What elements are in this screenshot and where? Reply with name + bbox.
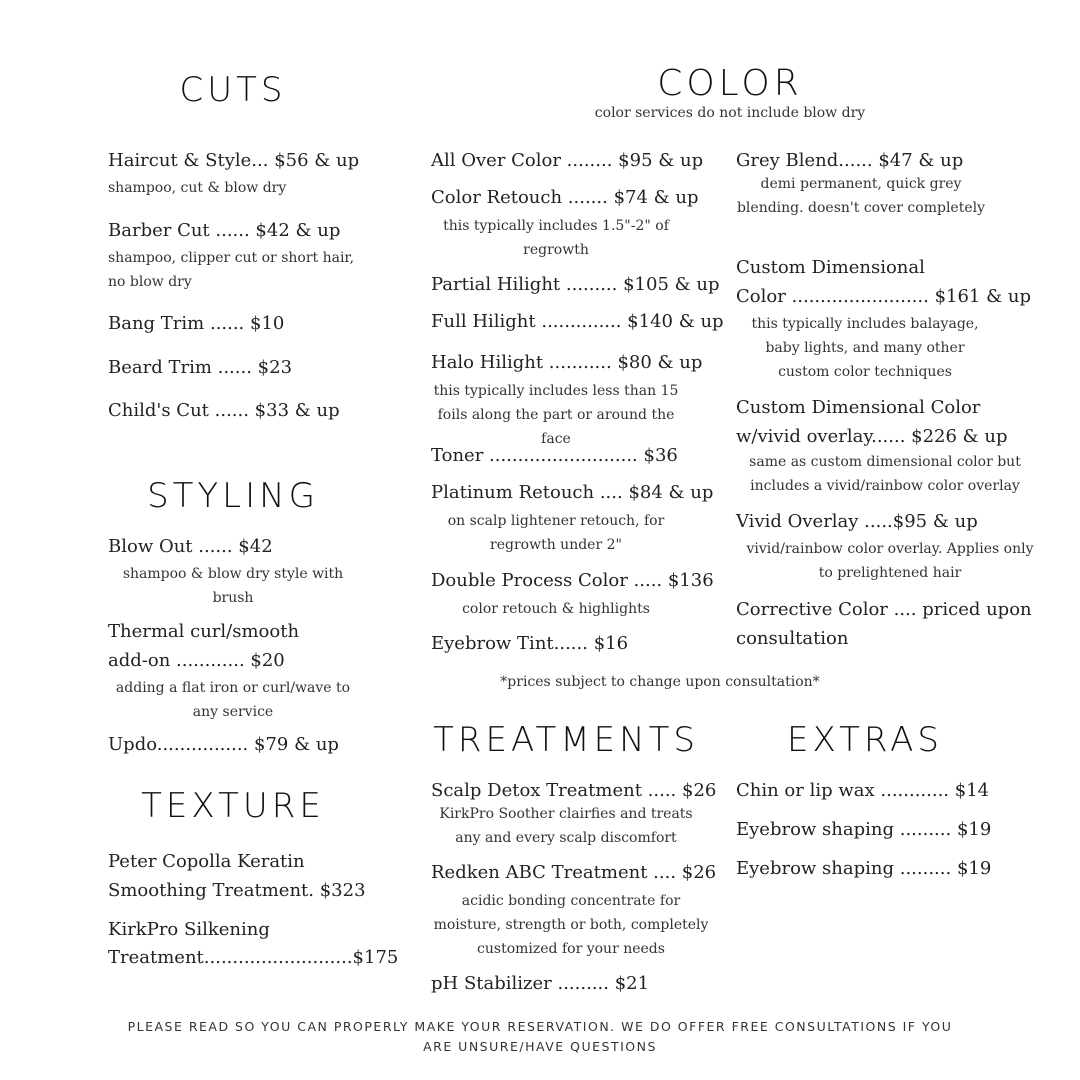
keratin-item-line2: Smoothing Treatment. $323 — [108, 880, 366, 901]
vivid-overlay-desc: vivid/rainbow color overlay. Applies only to prelightened hair — [746, 541, 1034, 581]
redken-abc-desc: acidic bonding concentrate for moisture, strength or both, completely customized for your needs — [433, 893, 709, 957]
bang-trim-item: Bang Trim ...... $10 — [108, 313, 285, 334]
treatments-heading: TREATMENTS — [433, 720, 699, 760]
scalp-detox-desc: KirkPro Soother clairfies and treats any and every scalp discomfort — [439, 806, 693, 846]
grey-blend-item: Grey Blend...... $47 & up — [736, 150, 964, 171]
ph-stabilizer-item: pH Stabilizer ......... $21 — [431, 973, 650, 994]
wax-item: Chin or lip wax ............ $14 — [736, 780, 990, 801]
grey-blend-desc: demi permanent, quick grey blending. doesn't cover completely — [736, 176, 986, 216]
extras-heading: EXTRAS — [786, 720, 944, 760]
platinum-retouch-item: Platinum Retouch .... $84 & up — [431, 482, 714, 503]
texture-heading: TEXTURE — [141, 786, 325, 826]
redken-abc-item: Redken ABC Treatment .... $26 — [431, 862, 717, 883]
full-hilight-item: Full Hilight .............. $140 & up — [431, 311, 724, 332]
haircut-item: Haircut & Style... $56 & up — [108, 150, 360, 171]
double-process-item: Double Process Color ..... $136 — [431, 570, 714, 591]
childs-cut-item: Child's Cut ...... $33 & up — [108, 400, 340, 421]
halo-hilight-desc: this typically includes less than 15 foils along the part or around the face — [433, 383, 679, 447]
scalp-detox-item: Scalp Detox Treatment ..... $26 — [431, 780, 717, 801]
vivid-custom-desc: same as custom dimensional color but includes a vivid/rainbow color overlay — [749, 454, 1021, 494]
silkening-item-line1: KirkPro Silkening — [108, 919, 270, 940]
color-retouch-item: Color Retouch ....... $74 & up — [431, 187, 699, 208]
color-subtitle: color services do not include blow dry — [594, 105, 866, 121]
cuts-heading: CUTS — [179, 70, 287, 110]
halo-hilight-item: Halo Hilight ........... $80 & up — [431, 352, 703, 373]
silkening-item-line2: Treatment..........................$175 — [108, 947, 399, 968]
color-retouch-desc: this typically includes 1.5"-2" of regrowth — [443, 218, 669, 258]
corrective-color-item-line1: Corrective Color .... priced upon — [736, 599, 1032, 620]
double-process-desc: color retouch & highlights — [462, 601, 650, 617]
vivid-custom-item-line1: Custom Dimensional Color — [736, 397, 981, 418]
eyebrow-tint-item: Eyebrow Tint...... $16 — [431, 633, 629, 654]
styling-heading: STYLING — [147, 476, 319, 516]
eyebrow-shaping-item-2: Eyebrow shaping ......... $19 — [736, 858, 992, 879]
color-heading: COLOR — [657, 63, 803, 104]
corrective-color-item-line2: consultation — [736, 628, 849, 649]
toner-item: Toner .......................... $36 — [431, 445, 678, 466]
thermal-item-line2: add-on ............ $20 — [108, 650, 285, 671]
beard-trim-item: Beard Trim ...... $23 — [108, 357, 293, 378]
vivid-custom-item-line2: w/vivid overlay...... $226 & up — [736, 426, 1008, 447]
updo-item: Updo................ $79 & up — [108, 734, 339, 755]
platinum-retouch-desc: on scalp lightener retouch, for regrowth under 2" — [447, 513, 665, 553]
partial-hilight-item: Partial Hilight ......... $105 & up — [431, 274, 720, 295]
blow-out-item: Blow Out ...... $42 — [108, 536, 273, 557]
all-over-color-item: All Over Color ........ $95 & up — [431, 150, 704, 171]
footer-notice: PLEASE READ SO YOU CAN PROPERLY MAKE YOUR RESERVATION. WE DO OFFER FREE CONSULTATIONS IF YOU ARE UNSURE/HAVE QUESTIONS — [127, 1019, 953, 1054]
haircut-desc: shampoo, cut & blow dry — [108, 180, 287, 196]
prices-note: *prices subject to change upon consultation* — [500, 674, 820, 690]
vivid-overlay-item: Vivid Overlay .....$95 & up — [736, 511, 978, 532]
thermal-desc: adding a flat iron or curl/wave to any service — [115, 680, 351, 720]
barber-cut-item: Barber Cut ...... $42 & up — [108, 220, 341, 241]
barber-cut-desc: shampoo, clipper cut or short hair, no blow dry — [108, 250, 355, 290]
custom-dimensional-desc: this typically includes balayage, baby lights, and many other custom color techniques — [751, 316, 979, 380]
custom-dimensional-item-line1: Custom Dimensional — [736, 257, 925, 278]
eyebrow-shaping-item: Eyebrow shaping ......... $19 — [736, 819, 992, 840]
blow-out-desc: shampoo & blow dry style with brush — [122, 566, 344, 606]
thermal-item-line1: Thermal curl/smooth — [108, 621, 300, 642]
custom-dimensional-item-line2: Color ........................ $161 & up — [736, 286, 1031, 307]
keratin-item-line1: Peter Copolla Keratin — [108, 851, 305, 872]
